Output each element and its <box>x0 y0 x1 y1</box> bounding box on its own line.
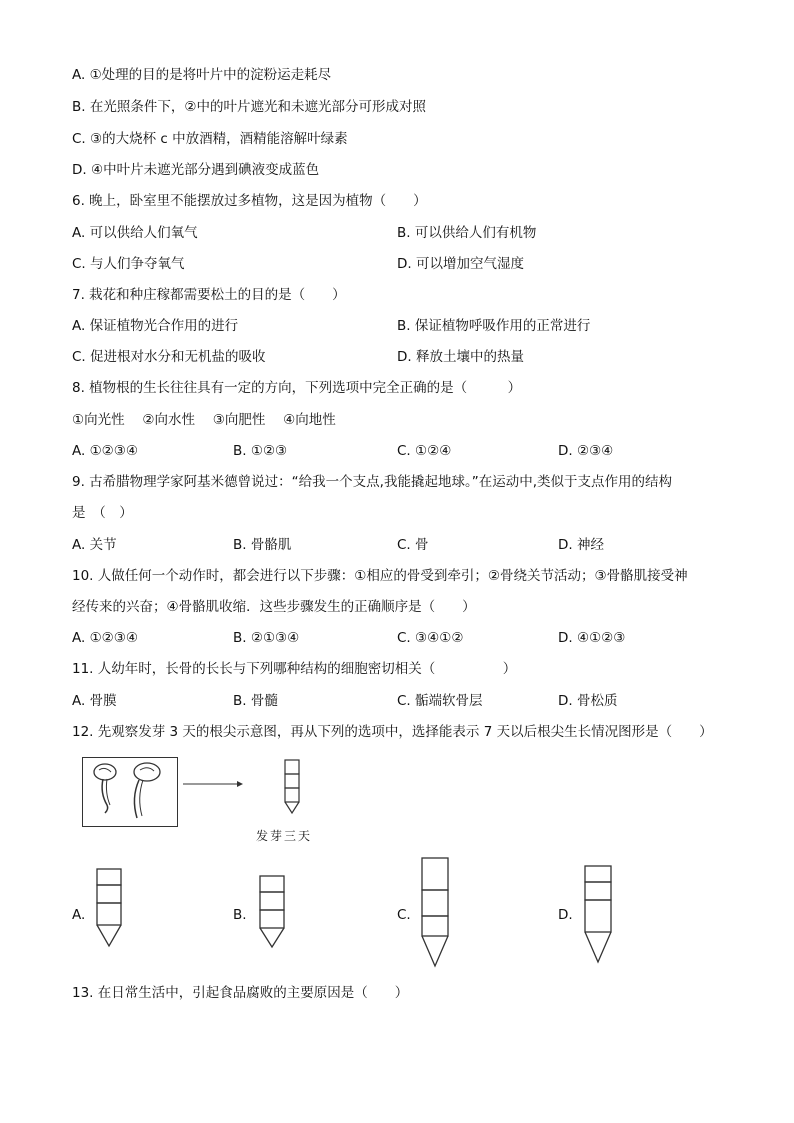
q12-option-b-label: B. <box>233 907 247 923</box>
q12-option-d-label: D. <box>558 907 573 923</box>
q10-option-d: D. ④①②③ <box>558 630 626 646</box>
q8-option-d: D. ②③④ <box>558 443 614 459</box>
q8-option-a: A. ①②③④ <box>72 443 138 459</box>
q6-option-d: D. 可以增加空气湿度 <box>397 256 524 272</box>
q11-option-c: C. 骺端软骨层 <box>397 693 483 709</box>
q5-option-b: B. 在光照条件下，②中的叶片遮光和未遮光部分可形成对照 <box>72 99 426 115</box>
q6-option-a: A. 可以供给人们氧气 <box>72 225 198 241</box>
q8-stem: 8. 植物根的生长往往具有一定的方向，下列选项中完全正确的是（ ） <box>72 380 522 396</box>
germinating-seeds-figure <box>82 757 178 827</box>
root-tip-3-days-diagram <box>284 759 304 819</box>
q6-stem: 6. 晚上，卧室里不能摆放过多植物，这是因为植物（ ） <box>72 193 427 209</box>
q10-stem-line2: 经传来的兴奋；④骨骼肌收缩．这些步骤发生的正确顺序是（ ） <box>72 599 476 615</box>
q5-option-d: D. ④中叶片未遮光部分遇到碘液变成蓝色 <box>72 162 320 178</box>
q9-option-d: D. 神经 <box>558 537 604 553</box>
seedlings-drawing <box>83 758 179 828</box>
q7-option-b: B. 保证植物呼吸作用的正常进行 <box>397 318 591 334</box>
q12-option-d-diagram <box>584 865 616 965</box>
q9-stem-line2: 是 （ ） <box>72 505 133 521</box>
q7-stem: 7. 栽花和种庄稼都需要松土的目的是（ ） <box>72 287 346 303</box>
q5-option-c: C. ③的大烧杯 c 中放酒精，酒精能溶解叶绿素 <box>72 131 348 147</box>
q5-option-a: A. ①处理的目的是将叶片中的淀粉运走耗尽 <box>72 67 332 83</box>
q12-stem: 12. 先观察发芽 3 天的根尖示意图，再从下列的选项中，选择能表示 7 天以后根尖生长情况图形是（ ） <box>72 724 713 740</box>
arrow-right-icon <box>183 779 243 789</box>
q9-option-c: C. 骨 <box>397 537 429 553</box>
q7-option-a: A. 保证植物光合作用的进行 <box>72 318 239 334</box>
q10-option-b: B. ②①③④ <box>233 630 300 646</box>
q11-option-b: B. 骨髓 <box>233 693 278 709</box>
q10-stem-line1: 10. 人做任何一个动作时，都会进行以下步骤：①相应的骨受到牵引；②骨绕关节活动；③骨骼肌接受神 <box>72 568 688 584</box>
q11-stem: 11. 人幼年时，长骨的长长与下列哪种结构的细胞密切相关（ ） <box>72 661 517 677</box>
q7-option-c: C. 促进根对水分和无机盐的吸收 <box>72 349 266 365</box>
q8-option-b: B. ①②③ <box>233 443 288 459</box>
q6-option-b: B. 可以供给人们有机物 <box>397 225 537 241</box>
q9-option-b: B. 骨骼肌 <box>233 537 292 553</box>
q7-option-d: D. 释放土壤中的热量 <box>397 349 524 365</box>
q6-option-c: C. 与人们争夺氧气 <box>72 256 185 272</box>
q12-option-a-label: A. <box>72 907 86 923</box>
q13-stem: 13. 在日常生活中，引起食品腐败的主要原因是（ ） <box>72 985 409 1001</box>
q9-stem-line1: 9. 古希腊物理学家阿基米德曾说过：“给我一个支点,我能撬起地球。”在运动中,类似于支点作用的结构 <box>72 474 672 490</box>
q12-option-a-diagram <box>96 868 126 958</box>
q8-items: ①向光性 ②向水性 ③向肥性 ④向地性 <box>72 412 336 428</box>
q11-option-a: A. 骨膜 <box>72 693 117 709</box>
q10-option-c: C. ③④①② <box>397 630 464 646</box>
q10-option-a: A. ①②③④ <box>72 630 138 646</box>
q12-option-b-diagram <box>259 875 289 955</box>
q12-option-c-diagram <box>421 857 453 969</box>
figure-caption: 发芽三天 <box>256 829 313 843</box>
q12-option-c-label: C. <box>397 907 411 923</box>
q9-option-a: A. 关节 <box>72 537 117 553</box>
q11-option-d: D. 骨松质 <box>558 693 618 709</box>
q8-option-c: C. ①②④ <box>397 443 452 459</box>
